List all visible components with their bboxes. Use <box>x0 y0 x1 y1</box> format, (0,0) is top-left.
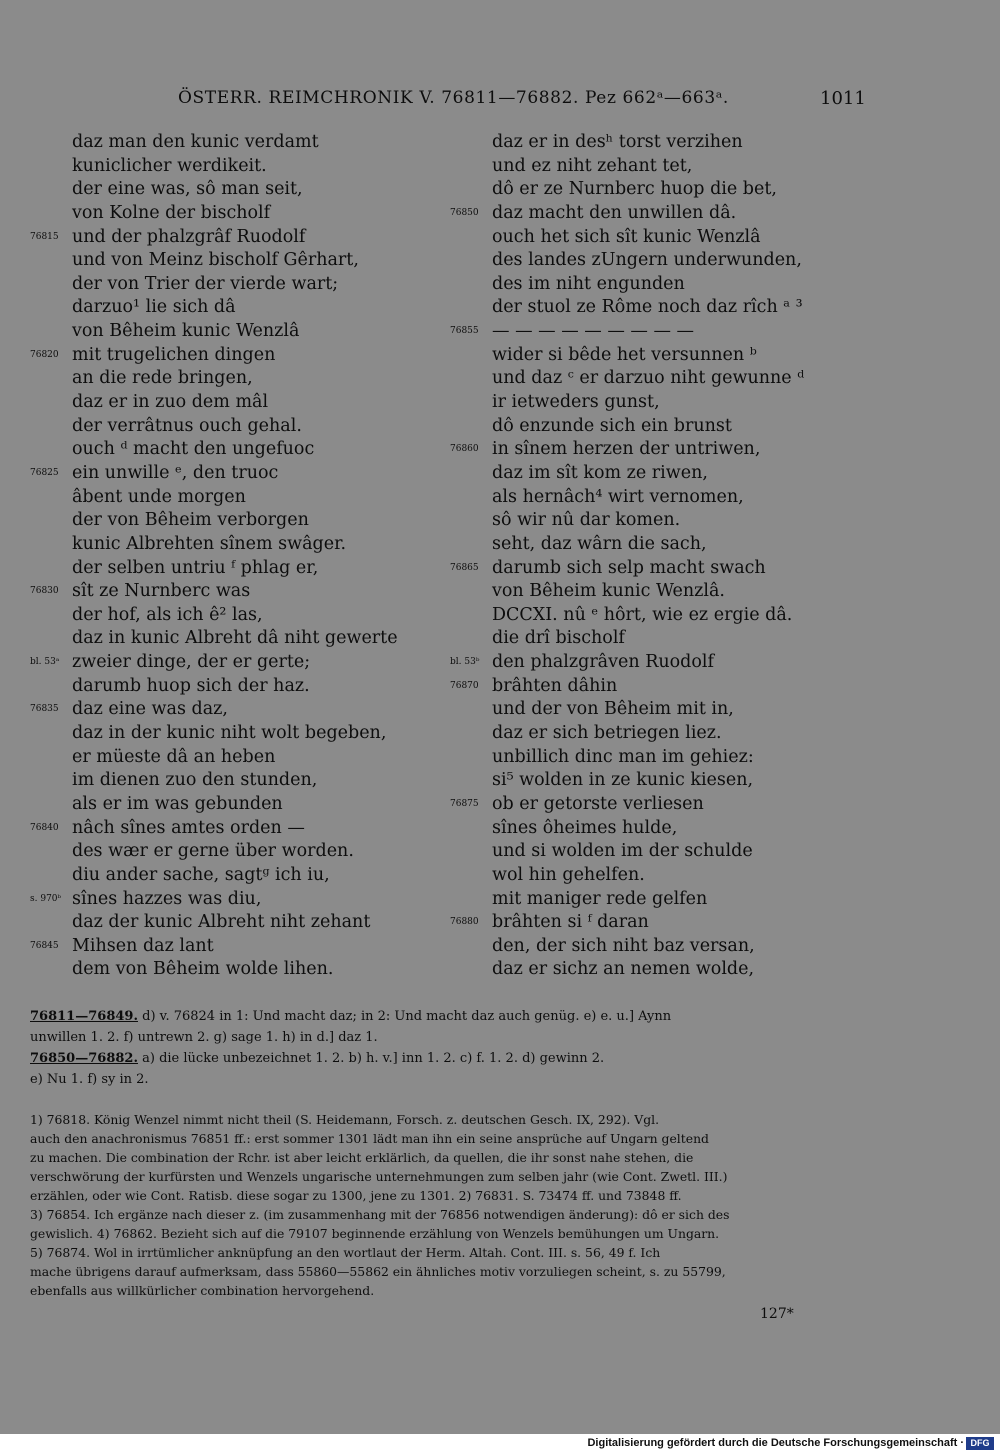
dfg-logo: DFG <box>966 1437 994 1450</box>
verse-text: brâhten dâhin <box>492 675 618 696</box>
verse-text: von Bêheim kunic Wenzlâ. <box>492 581 725 602</box>
footnote-line: zu machen. Die combination der Rchr. ist aber leicht erklärlich, da quellen, die ihr sonst nahe stehen, die <box>30 1150 694 1165</box>
verse-line <box>450 911 870 935</box>
verse-text: dô enzunde sich ein brunst <box>492 415 732 436</box>
verse-line <box>450 462 870 486</box>
verse-text: er müeste dâ an heben <box>72 746 276 767</box>
line-number: 76830 <box>30 586 59 597</box>
line-number: 76870 <box>450 680 479 691</box>
verse-text: die drî bischolf <box>492 628 625 649</box>
page-number: 1011 <box>820 88 866 109</box>
verse-text: als hernâch⁴ wirt vernomen, <box>492 486 744 507</box>
verse-line <box>450 604 870 628</box>
verse-line <box>450 486 870 510</box>
verse-text: ouch het sich sît kunic Wenzlâ <box>492 226 761 247</box>
line-number: 76820 <box>30 349 59 360</box>
verse-text: wider si bêde het versunnen ᵇ <box>492 344 757 365</box>
apparatus-range: 76811—76849. <box>30 1009 138 1024</box>
verse-text: der von Trier der vierde wart; <box>72 273 339 294</box>
verse-line <box>30 226 450 250</box>
verse-line <box>450 202 870 226</box>
verse-line <box>450 698 870 722</box>
verse-line <box>450 864 870 888</box>
verse-line <box>30 533 450 557</box>
verse-line <box>30 320 450 344</box>
page-header <box>0 88 1000 112</box>
verse-line <box>450 675 870 699</box>
line-number: 76875 <box>450 798 479 809</box>
verse-line <box>30 391 450 415</box>
verse-text: Mihsen daz lant <box>72 935 214 956</box>
verse-text: des im niht engunden <box>492 273 685 294</box>
verse-text: darzuo¹ lie sich dâ <box>72 297 236 318</box>
apparatus-text: a) die lücke unbezeichnet 1. 2. b) h. v.] inn 1. 2. c) f. 1. 2. d) gewinn 2. <box>142 1051 605 1066</box>
verse-text: unbillich dinc man im gehiez: <box>492 746 754 767</box>
verse-line <box>450 391 870 415</box>
verse-text: daz man den kunic verdamt <box>72 132 319 152</box>
verse-text: kunic Albrehten sînem swâger. <box>72 533 347 554</box>
footnote-line: auch den anachronismus 76851 ff.: erst sommer 1301 lädt man ihn ein seine ansprüche auf Ungarn geltend <box>30 1131 709 1146</box>
verse-line <box>450 817 870 841</box>
verse-text: als er im was gebunden <box>72 793 283 814</box>
verse-text: der von Bêheim verborgen <box>72 510 309 531</box>
verse-text: des landes zUngern underwunden, <box>492 250 802 271</box>
verse-line <box>450 273 870 297</box>
verse-line <box>30 462 450 486</box>
verse-line <box>30 958 450 982</box>
verse-line <box>30 178 450 202</box>
verse-text: kuniclicher werdikeit. <box>72 155 267 176</box>
line-number: 76825 <box>30 467 59 478</box>
footnote-line: verschwörung der kurfürsten und Wenzels ungarische unternehmungen zum selben jahr (wie Cont. Zwetl. III.) <box>30 1169 728 1184</box>
apparatus-line: e) Nu 1. f) sy in 2. <box>30 1072 149 1087</box>
footnote-line: 3) 76854. Ich ergänze nach dieser z. (im zusammenhang mit der 76856 notwendigen änderung): dô er sich des <box>30 1207 730 1222</box>
footnotes <box>30 1110 860 1300</box>
line-number: 76835 <box>30 704 59 715</box>
verse-line <box>450 296 870 320</box>
verse-line <box>450 793 870 817</box>
verse-text: der stuol ze Rôme noch daz rîch ᵃ ³ <box>492 297 803 318</box>
verse-text: si⁵ wolden in ze kunic kiesen, <box>492 770 754 791</box>
footnote-line: gewislich. 4) 76862. Bezieht sich auf die 79107 beginnende erzählung von Wenzels bemühungen um Ungarn. <box>30 1226 720 1241</box>
verse-text: sînes hazzes was diu, <box>72 888 262 909</box>
verse-text: und daz ᶜ er darzuo niht gewunne ᵈ <box>492 368 805 389</box>
verse-line <box>450 155 870 179</box>
verse-line <box>30 935 450 959</box>
verse-text: DCCXI. nû ᵉ hôrt, wie ez ergie dâ. <box>492 604 793 625</box>
verse-text: ouch ᵈ macht den ungefuoc <box>72 439 315 460</box>
verse-line <box>30 344 450 368</box>
apparatus-text: d) v. 76824 in 1: Und macht daz; in 2: Und macht daz auch genüg. e) e. u.] Aynn <box>142 1009 672 1024</box>
verse-text: daz der kunic Albreht niht zehant <box>72 912 371 933</box>
verse-line <box>450 131 870 155</box>
verse-line <box>450 320 870 344</box>
verse-line <box>450 958 870 982</box>
verse-text: — — — — — — — — — <box>492 321 695 342</box>
footer-bar <box>0 1434 1000 1453</box>
verse-text: mit maniger rede gelfen <box>492 888 708 909</box>
verse-line <box>30 651 450 675</box>
verse-line <box>30 698 450 722</box>
verse-text: darumb huop sich der haz. <box>72 675 310 696</box>
verse-text: und ez niht zehant tet, <box>492 155 693 176</box>
verse-text: der selben untriu ᶠ phlag er, <box>72 557 319 578</box>
verse-line <box>450 769 870 793</box>
verse-text: und der von Bêheim mit in, <box>492 699 734 720</box>
verse-text: daz eine was daz, <box>72 699 228 720</box>
footnote-line: 5) 76874. Wol in irrtümlicher anknüpfung an den wortlaut der Herm. Altah. Cont. III. s. 56, 49 f. Ich <box>30 1245 661 1260</box>
verse-text: daz macht den unwillen dâ. <box>492 202 737 223</box>
verse-column-right <box>450 131 870 982</box>
verse-text: mit trugelichen dingen <box>72 344 276 365</box>
verse-text: daz er sichz an nemen wolde, <box>492 959 755 980</box>
verse-text: an die rede bringen, <box>72 368 253 389</box>
verse-line <box>30 888 450 912</box>
verse-text: der verrâtnus ouch gehal. <box>72 415 302 436</box>
verse-line <box>30 675 450 699</box>
apparatus-range: 76850—76882. <box>30 1051 138 1066</box>
verse-line <box>450 367 870 391</box>
verse-line <box>450 746 870 770</box>
line-number: 76860 <box>450 444 479 455</box>
verse-text: darumb sich selp macht swach <box>492 557 766 578</box>
verse-line <box>30 627 450 651</box>
verse-line <box>30 296 450 320</box>
verse-text: im dienen zuo den stunden, <box>72 770 318 791</box>
verse-line <box>450 178 870 202</box>
verse-line <box>450 580 870 604</box>
verse-text: daz in der kunic niht wolt begeben, <box>72 723 387 744</box>
verse-line <box>30 840 450 864</box>
verse-text: dem von Bêheim wolde lihen. <box>72 959 334 980</box>
verse-line <box>450 415 870 439</box>
verse-line <box>450 226 870 250</box>
verse-line <box>30 864 450 888</box>
verse-line <box>30 486 450 510</box>
verse-line <box>30 557 450 581</box>
verse-text: und der phalzgrâf Ruodolf <box>72 226 306 247</box>
line-number: 76815 <box>30 231 59 242</box>
verse-text: seht, daz wârn die sach, <box>492 533 707 554</box>
line-number: 76840 <box>30 822 59 833</box>
line-number: 76865 <box>450 562 479 573</box>
verse-line <box>30 793 450 817</box>
verse-line <box>30 604 450 628</box>
verse-text: von Kolne der bischolf <box>72 202 271 223</box>
footnote-line: mache übrigens darauf aufmerksam, dass 55860—55862 ein ähnliches motiv vorzuliegen scheint, s. zu 55799, <box>30 1264 726 1279</box>
verse-text: daz in kunic Albreht dâ niht gewerte <box>72 628 398 649</box>
apparatus-line: unwillen 1. 2. f) untrewn 2. g) sage 1. h) in d.] daz 1. <box>30 1030 378 1045</box>
verse-text: brâhten si ᶠ daran <box>492 912 649 933</box>
verse-line <box>30 580 450 604</box>
line-number: bl. 53ᵃ <box>30 657 60 668</box>
verse-line <box>30 438 450 462</box>
verse-line <box>450 438 870 462</box>
verse-text: in sînem herzen der untriwen, <box>492 439 761 460</box>
verse-line <box>30 746 450 770</box>
line-number: s. 970ᵇ <box>30 893 62 904</box>
verse-line <box>30 249 450 273</box>
verse-line <box>450 722 870 746</box>
verse-text: ein unwille ᵉ, den truoc <box>72 462 279 483</box>
verse-text: daz im sît kom ze riwen, <box>492 462 708 483</box>
verse-line <box>30 911 450 935</box>
verse-text: dô er ze Nurnberc huop die bet, <box>492 179 777 200</box>
signature-mark: 127* <box>760 1306 794 1322</box>
verse-line <box>30 131 450 155</box>
verse-text: den phalzgrâven Ruodolf <box>492 652 714 673</box>
verse-text: den, der sich niht baz versan, <box>492 935 755 956</box>
verse-text: âbent unde morgen <box>72 486 246 507</box>
footnote-line: erzählen, oder wie Cont. Ratisb. diese sogar zu 1300, jene zu 1301. 2) 76831. S. 73474 ff. und 73848 ff. <box>30 1188 682 1203</box>
verse-line <box>450 557 870 581</box>
verse-text: sît ze Nurnberc was <box>72 581 251 602</box>
running-title: ÖSTERR. REIMCHRONIK V. 76811—76882. Pez 662ᵃ—663ᵃ. <box>178 88 729 108</box>
verse-text: der eine was, sô man seit, <box>72 179 303 200</box>
verse-line <box>30 202 450 226</box>
verse-line <box>450 533 870 557</box>
line-number: 76880 <box>450 917 479 928</box>
verse-line <box>30 155 450 179</box>
verse-line <box>30 367 450 391</box>
footnote-line: 1) 76818. König Wenzel nimmt nicht theil (S. Heidemann, Forsch. z. deutschen Gesch. IX, 292). Vgl. <box>30 1112 660 1127</box>
verse-line <box>450 935 870 959</box>
line-number: 76855 <box>450 326 479 337</box>
line-number: 76850 <box>450 207 479 218</box>
verse-line <box>30 722 450 746</box>
verse-line <box>450 888 870 912</box>
verse-text: diu ander sache, sagtᵍ ich iu, <box>72 864 330 885</box>
verse-line <box>30 509 450 533</box>
line-number: 76845 <box>30 940 59 951</box>
footnote-line: ebenfalls aus willkürlicher combination hervorgehend. <box>30 1283 375 1298</box>
verse-line <box>450 249 870 273</box>
verse-text: daz er sich betriegen liez. <box>492 723 722 744</box>
verse-column-left <box>30 131 450 982</box>
verse-line <box>450 509 870 533</box>
funding-credit: Digitalisierung gefördert durch die Deutsche Forschungsgemeinschaft · <box>587 1437 964 1449</box>
verse-line <box>30 273 450 297</box>
verse-text: daz er in desʰ torst verzihen <box>492 132 743 152</box>
verse-text: zweier dinge, der er gerte; <box>72 652 311 673</box>
verse-line <box>450 627 870 651</box>
verse-text: der hof, als ich ê² las, <box>72 604 263 625</box>
verse-text: nâch sînes amtes orden — <box>72 817 305 838</box>
apparatus-line <box>30 1006 860 1027</box>
apparatus-line <box>30 1048 860 1069</box>
verse-text: von Bêheim kunic Wenzlâ <box>72 321 300 342</box>
verse-line <box>450 344 870 368</box>
verse-text: ob er getorste verliesen <box>492 793 704 814</box>
verse-text: ir ietweders gunst, <box>492 392 660 413</box>
verse-line <box>450 840 870 864</box>
verse-text: des wær er gerne über worden. <box>72 841 354 862</box>
line-number: bl. 53ᵇ <box>450 657 480 668</box>
verse-line <box>30 769 450 793</box>
verse-text: und si wolden im der schulde <box>492 841 753 862</box>
verse-text: sô wir nû dar komen. <box>492 510 681 531</box>
verse-text: wol hin gehelfen. <box>492 864 645 885</box>
verse-text: sînes ôheimes hulde, <box>492 817 678 838</box>
verse-line <box>30 415 450 439</box>
critical-apparatus <box>30 1006 860 1090</box>
verse-text: daz er in zuo dem mâl <box>72 392 269 413</box>
verse-line <box>450 651 870 675</box>
verse-text: und von Meinz bischolf Gêrhart, <box>72 250 359 271</box>
verse-line <box>30 817 450 841</box>
